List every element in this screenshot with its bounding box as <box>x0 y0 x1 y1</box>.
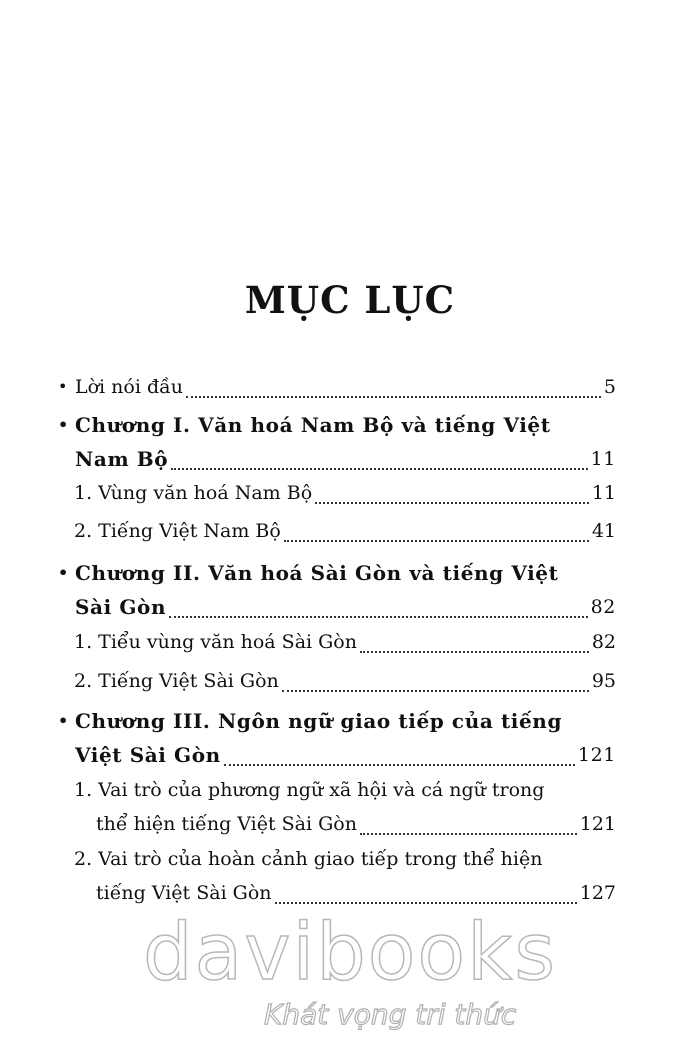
toc-entry-section <box>58 664 616 698</box>
page-number: 41 <box>591 520 616 542</box>
entry-title-continued: Sài Gòn <box>75 595 167 619</box>
entry-title-continued: tiếng Việt Sài Gòn <box>96 882 272 904</box>
bullet-icon: • <box>58 377 68 396</box>
dot-leader <box>224 764 575 766</box>
entry-title: 1. Tiểu vùng văn hoá Sài Gòn <box>74 631 357 653</box>
bullet-icon: • <box>58 415 69 434</box>
entry-title-continued: Nam Bộ <box>75 447 169 471</box>
entry-title-continued: Việt Sài Gòn <box>75 743 221 767</box>
toc-entry-section <box>58 625 616 659</box>
page-title: MỤC LỤC <box>244 278 456 322</box>
entry-title: 1. Vai trò của phương ngữ xã hội và cá ngữ trong <box>74 779 545 801</box>
bullet-icon: • <box>58 711 69 730</box>
dot-leader <box>169 616 587 618</box>
watermark-brand: davibooks <box>143 908 557 998</box>
dot-leader <box>284 540 589 542</box>
dot-leader <box>171 468 587 470</box>
entry-title: 1. Vùng văn hoá Nam Bộ <box>74 482 313 504</box>
toc-entry-section <box>58 514 616 548</box>
toc-entry-chapter-1 <box>58 408 616 476</box>
dot-leader <box>315 502 589 504</box>
dot-leader <box>360 833 577 835</box>
entry-title-continued: thể hiện tiếng Việt Sài Gòn <box>96 813 357 835</box>
entry-title: Chương II. Văn hoá Sài Gòn và tiếng Việt <box>75 561 559 585</box>
bullet-icon: • <box>58 563 69 582</box>
toc-entry-section <box>58 773 616 841</box>
page-number: 82 <box>590 596 616 618</box>
toc-entry-preface <box>58 370 616 404</box>
entry-title: Chương I. Văn hoá Nam Bộ và tiếng Việt <box>75 413 551 437</box>
entry-title: Lời nói đầu <box>75 376 184 398</box>
page-number: 121 <box>579 813 616 835</box>
dot-leader <box>275 902 577 904</box>
entry-title: Chương III. Ngôn ngữ giao tiếp của tiếng <box>75 709 563 733</box>
page-number: 82 <box>591 631 616 653</box>
dot-leader <box>360 651 589 653</box>
page-number: 11 <box>591 482 616 504</box>
page-number: 5 <box>603 376 616 398</box>
watermark-slogan: Khát vọng tri thức <box>264 998 517 1031</box>
entry-title: 2. Tiếng Việt Nam Bộ <box>74 520 281 542</box>
page-number: 95 <box>591 670 616 692</box>
toc-entry-chapter-3 <box>58 704 616 772</box>
page-number: 121 <box>577 744 616 766</box>
page-number: 127 <box>579 882 616 904</box>
dot-leader <box>282 690 589 692</box>
toc-entry-section <box>58 842 616 910</box>
toc-entry-section <box>58 476 616 510</box>
entry-title: 2. Vai trò của hoàn cảnh giao tiếp trong thể hiện <box>74 848 543 870</box>
toc-entry-chapter-2 <box>58 556 616 624</box>
dot-leader <box>186 396 601 398</box>
page-number: 11 <box>590 448 616 470</box>
entry-title: 2. Tiếng Việt Sài Gòn <box>74 670 279 692</box>
